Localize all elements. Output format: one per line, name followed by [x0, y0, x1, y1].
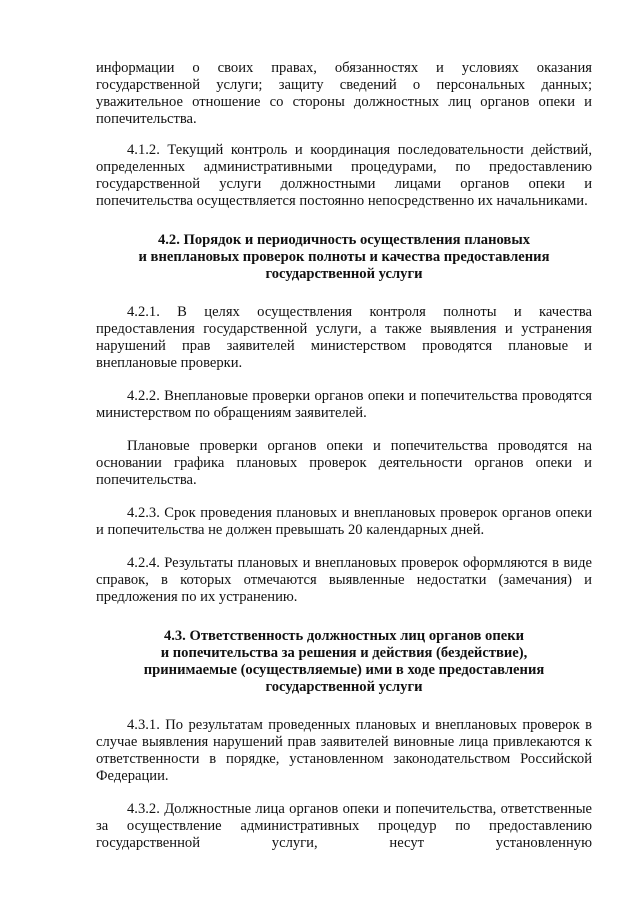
paragraph-4-3-2: 4.3.2. Должностные лица органов опеки и попечительства, ответственные за осуществление административных процедур по предоставлению государственной услуги, несут установленную	[96, 801, 592, 851]
heading-4-2-line-1: 4.2. Порядок и периодичность осуществления плановых	[157, 232, 531, 248]
heading-4-2-line-3: государственной услуги	[265, 266, 423, 282]
paragraph-planned-checks: Плановые проверки органов опеки и попечительства проводятся на основании графика плановых проверок деятельности органов опеки и попечительства.	[96, 438, 592, 488]
paragraph-4-2-4: 4.2.4. Результаты плановых и внеплановых проверок оформляются в виде справок, в которых отмечаются выявленные недостатки (замечания) и предложения по их устранению.	[96, 555, 592, 605]
document-page	[96, 60, 592, 852]
paragraph-4-3-1: 4.3.1. По результатам проведенных плановых и внеплановых проверок в случае выявления нарушений прав заявителей виновные лица привлекаются к ответственности в порядке, установленном законодательством Российской Федерации.	[96, 717, 592, 784]
heading-4-3-line-3: принимаемые (осуществляемые) ими в ходе предоставления	[143, 662, 545, 678]
section-heading-4-3	[96, 628, 592, 696]
paragraph-4-2-2: 4.2.2. Внеплановые проверки органов опеки и попечительства проводятся министерством по обращениям заявителей.	[96, 388, 592, 421]
paragraph-4-2-1: 4.2.1. В целях осуществления контроля полноты и качества предоставления государственной услуги, а также выявления и устранения нарушений прав заявителей министерством проводятся плановые и внеплановые проверки.	[96, 304, 592, 371]
paragraph-4-2-3: 4.2.3. Срок проведения плановых и внеплановых проверок органов опеки и попечительства не должен превышать 20 календарных дней.	[96, 505, 592, 538]
section-heading-4-2	[96, 232, 592, 283]
heading-4-3-line-1: 4.3. Ответственность должностных лиц органов опеки	[163, 628, 525, 644]
paragraph-continuation: информации о своих правах, обязанностях и условиях оказания государственной услуги; защиту сведений о персональных данных; уважительное отношение со стороны должностных лиц органов опеки и попечительства.	[96, 60, 592, 127]
heading-4-3-line-4: государственной услуги	[265, 679, 423, 695]
heading-4-3-line-2: и попечительства за решения и действия (бездействие),	[160, 645, 528, 661]
heading-4-2-line-2: и внеплановых проверок полноты и качества предоставления	[138, 249, 550, 265]
paragraph-4-1-2: 4.1.2. Текущий контроль и координация последовательности действий, определенных административными процедурами, по предоставлению государственной услуги должностными лицами органов опеки и попечительства осуществляется постоянно непосредственно их начальниками.	[96, 142, 592, 209]
